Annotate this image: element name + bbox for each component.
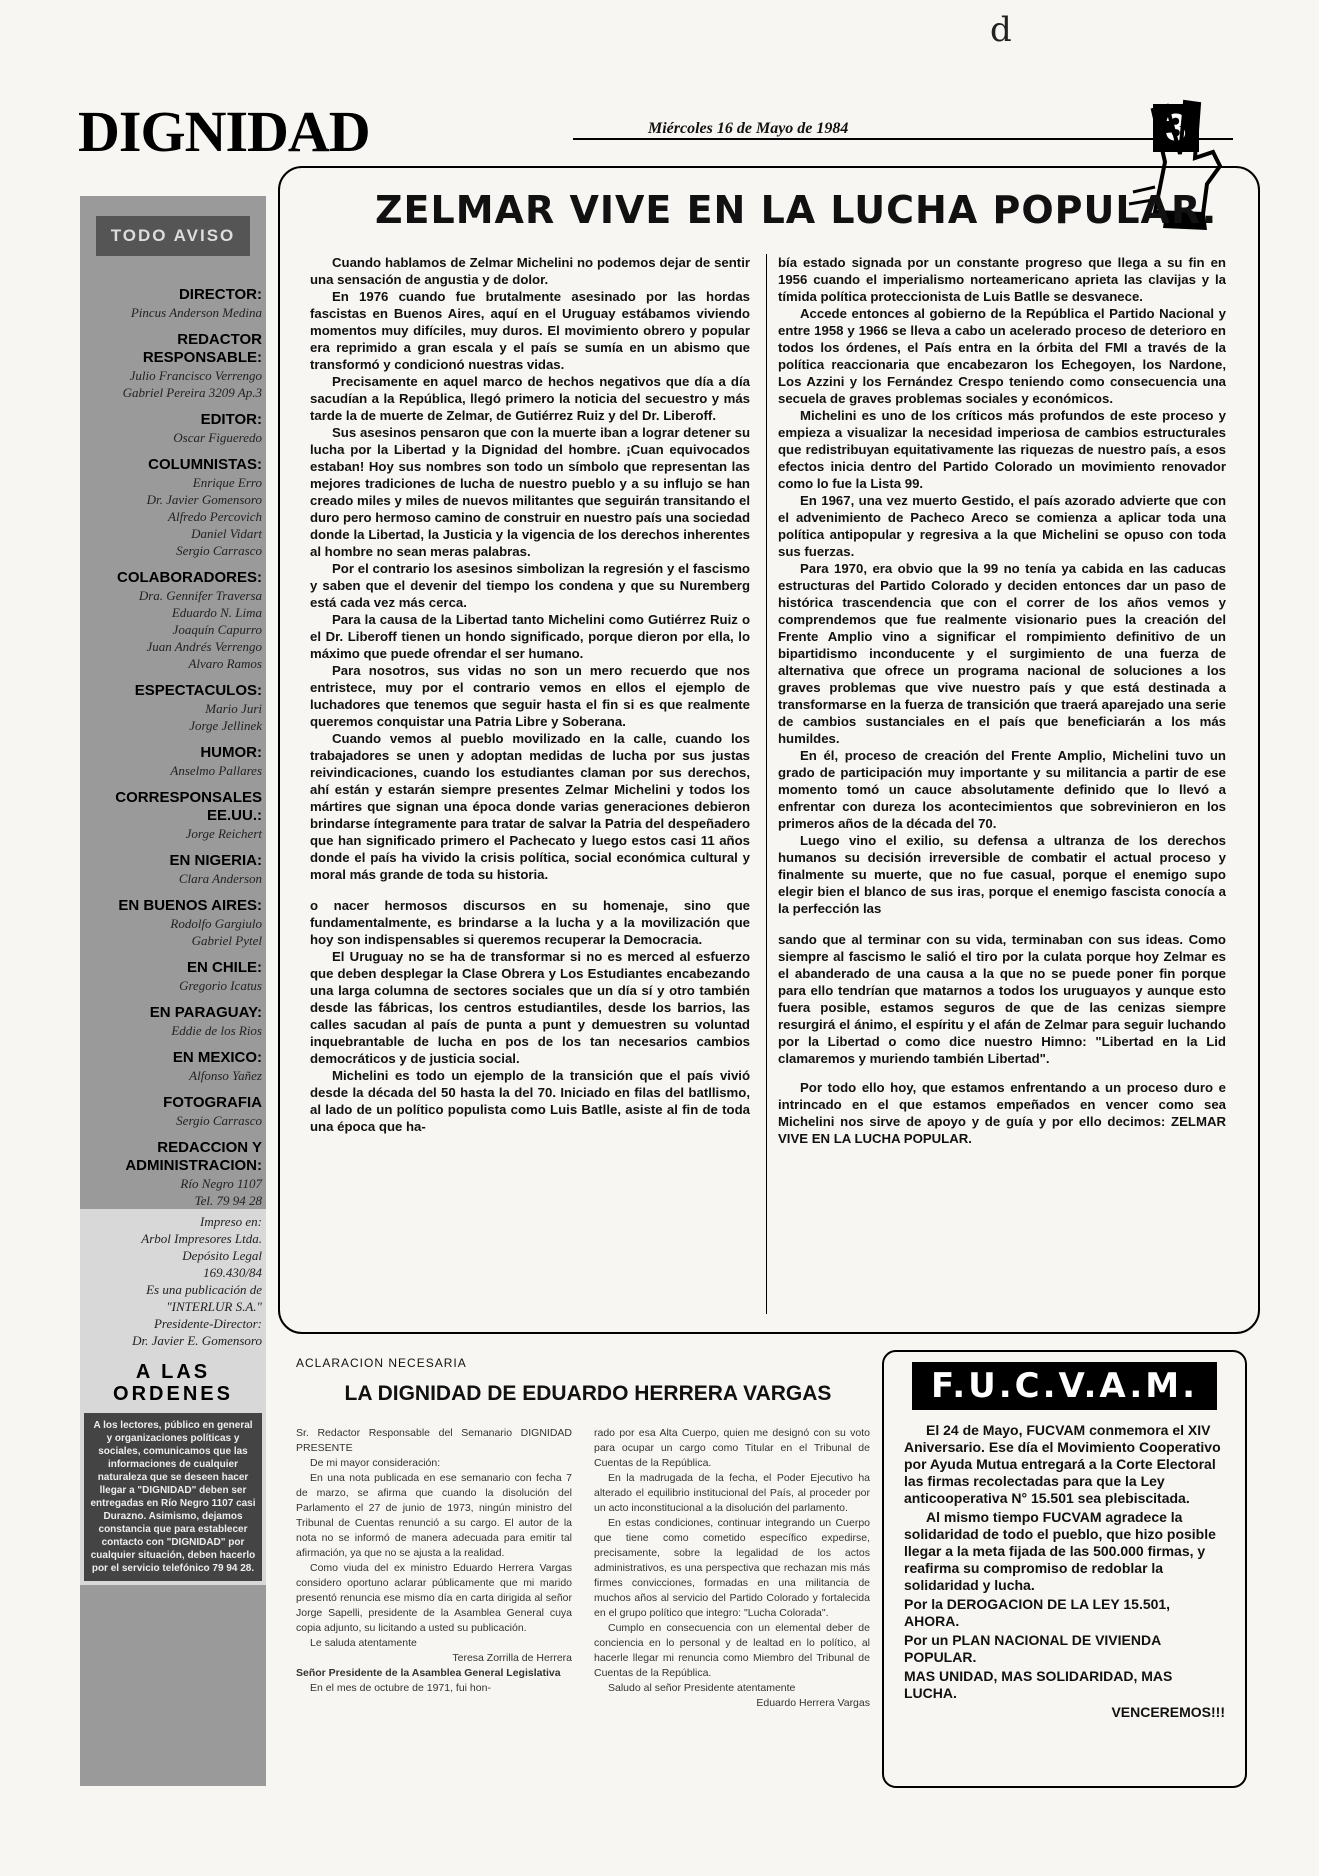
publisher-line: Es una publicación de "INTERLUR S.A." (146, 1282, 262, 1314)
paragraph: Accede entonces al gobierno de la República el Partido Nacional y entre 1958 y 1966 se lleva a cabo un acelerado proceso de deterioro en todos los órdenes, el País entra en la órbita del FMI a través de la política reaccionaria que encabezaron los Echegoyen, los Nardone, Los Azzini y los Fernández Crespo teniendo como consecuencia una secuela de graves problemas sociales y económicos. (778, 306, 1226, 406)
redaccion-label: REDACCION Y ADMINISTRACION: (125, 1139, 262, 1174)
paragraph: Sus asesinos pensaron que con la muerte iban a lograr detener su lucha por la Libertad y la Dignidad del hombre. ¡Cuan equivocados estaban! Hoy sus nombres son todo un símbolo que representan las mejores tradiciones de lucha de nuestro pueblo y a su influjo se han creado miles y miles de nuevos militantes que seguirán transitando el duro pero hermoso camino de construir en nuestro país una sociedad donde la Libertad, la Justicia y la vigencia de los derechos inherentes al hombre no sean meras palabras. (310, 425, 750, 559)
presidente-label: Presidente-Director: (153, 1316, 262, 1331)
paragraph: Saludo al señor Presidente atentamente (608, 1682, 796, 1694)
paragraph: Cumplo en consecuencia con un elemental deber de conciencia en lo personal y de lealtad en lo político, al hacerle llegar mi renuncia como Miembro del Tribunal de Cuentas de la República. (594, 1622, 870, 1679)
columnist-name: Alfredo Percovich (168, 509, 262, 524)
columnist-name: Dr. Javier Gomensoro (146, 492, 262, 507)
presidente-name: Dr. Javier E. Gomensoro (132, 1333, 262, 1348)
main-article (278, 166, 1260, 1334)
director-label: DIRECTOR: (178, 286, 262, 303)
nigeria-label: EN NIGERIA: (169, 852, 262, 869)
baires-name: Gabriel Pytel (191, 933, 262, 948)
newspaper-logo: DIGNIDAD (78, 99, 370, 164)
issue-date: Miércoles 16 de Mayo de 1984 (573, 120, 1233, 140)
slogan: MAS UNIDAD, MAS SOLIDARIDAD, MAS LUCHA. (904, 1668, 1173, 1701)
espectaculos-name: Mario Juri (205, 701, 262, 716)
paragraph: Como viuda del ex ministro Eduardo Herrera Vargas considero oportuno aclarar públicamente que mi marido presentó renuncia ese mismo día en carta dirigida al señor Jorge Sapelli, presidente de la Asamblea General cuya copia adjunto, su licitando a usted su publicación. (296, 1562, 572, 1634)
paragraph: Al mismo tiempo FUCVAM agradece la solidaridad de todo el pueblo, que hizo posible llegar a la meta fijada de las 500.000 firmas, y reafirma su compromiso de redoblar la solidaridad y lucha. (904, 1509, 1216, 1593)
editor-name: Oscar Figueredo (173, 430, 262, 445)
director-name: Pincus Anderson Medina (130, 305, 262, 320)
redactor-address: Gabriel Pereira 3209 Ap.3 (122, 385, 262, 400)
collaborator-name: Joaquín Capurro (172, 622, 262, 637)
page-number: 3 (1153, 104, 1199, 152)
foto-label: FOTOGRAFIA (163, 1094, 262, 1111)
paragraph: Sr. Redactor Responsable del Semanario DIGNIDAD PRESENTE (296, 1427, 572, 1454)
deposito-label: Depósito Legal (182, 1248, 262, 1263)
paragraph: Michelini es todo un ejemplo de la transición que el país vivió desde la década del 50 hasta la del 70. Iniciado en filas del batllismo, al lado de un político populista como Luis Batlle, asiste al fin de toda una época que ha- (310, 1068, 750, 1134)
handwritten-mark: d (990, 10, 1012, 50)
main-article-right-column (778, 254, 1226, 1147)
redactor-name: Julio Francisco Verrengo (129, 368, 262, 383)
main-headline: ZELMAR VIVE EN LA LUCHA POPULAR. (375, 188, 1218, 232)
paragraph: Cuando hablamos de Zelmar Michelini no podemos dejar de sentir una sensación de angustia y de dolor. (310, 255, 750, 287)
column-rule (766, 254, 767, 1314)
eeuu-name: Jorge Reichert (185, 826, 262, 841)
chile-name: Gregorio Icatus (179, 978, 262, 993)
secondary-article (296, 1356, 880, 1856)
imprint-block (80, 1209, 266, 1585)
paragraph: En él, proceso de creación del Frente Amplio, Michelini tuvo un grado de participación muy importante y su militancia a partir de ese momento tomó un cauce absolutamente definido que lo llevó a enfrentar con dureza los acontecimientos que sobrevinieron en los primeros años de la década del 70. (778, 748, 1226, 831)
sidebar-banner: TODO AVISO (96, 216, 250, 256)
paragraph: Le saluda atentamente (310, 1637, 417, 1649)
mexico-label: EN MEXICO: (172, 1049, 262, 1066)
signoff: VENCEREMOS!!! (1111, 1704, 1225, 1720)
paragraph: En el mes de octubre de 1971, fui hon- (310, 1682, 491, 1694)
article-kicker: ACLARACION NECESARIA (296, 1356, 467, 1370)
paragraph: Cuando vemos al pueblo movilizado en la calle, cuando los trabajadores se unen y adoptan medidas de lucha por sus justas reivindicaciones, cuando los estudiantes claman por sus derechos, ahí están y estarán siempre presentes Zelmar Michelini y todos los mártires que signan una época donde varias generaciones debieron brindarse íntegramente para tratar de salvar la Patria del despeñadero que han significado primero el Pachecato y luego estos casi 11 años donde el país ha vivido la crisis política, social económica cultural y moral más grande de toda su historia. (310, 731, 750, 882)
impreso-label: Impreso en: (200, 1214, 262, 1229)
chile-label: EN CHILE: (187, 959, 262, 976)
espectaculos-label: ESPECTACULOS: (134, 682, 262, 699)
collaborator-name: Alvaro Ramos (188, 656, 262, 671)
paragraph: En una nota publicada en ese semanario con fecha 7 de marzo, se afirma que cuando la disolución del Parlamento el 27 de junio de 1973, ningún ministro del Tribunal de Cuentas renunció a su cargo. El autor de la nota no se informó de manera adecuada para emitir tal afirmación, ya que no se ajusta a la realidad. (296, 1472, 572, 1559)
paragraph: En estas condiciones, continuar integrando un Cuerpo que tiene como cometido específico expedirse, precisamente, sobre la legalidad de los actos administrativos, es una perspectiva que rechazan mis más firmes convicciones, formadas en una militancia de muchos años al servicio del Partido Colorado y fortalecida en el grupo político que integro: "Lucha Colorada". (594, 1517, 870, 1619)
ordenes-text: A los lectores, público en general y organizaciones políticas y sociales, comunicamos que las informaciones de cualquier naturaleza que se deseen hacer llegar a "DIGNIDAD" deben ser entregadas en Río Negro 1107 casi Durazno. Asimismo, dejamos constancia que para establecer contacto con "DIGNIDAD" por cualquier situación, deben hacerlo por el servicio telefónico 79 94 28. (84, 1413, 262, 1581)
humor-name: Anselmo Pallares (170, 763, 262, 778)
secondary-right-column (594, 1426, 870, 1711)
paragraph: Señor Presidente de la Asamblea General Legislativa (296, 1667, 561, 1679)
columnist-name: Enrique Erro (192, 475, 262, 490)
paragraph: Precisamente en aquel marco de hechos negativos que día a día sacudían a la República, llegó primero la noticia del secuestro y más tarde la de muerte de Zelmar, de Gutiérrez Ruiz y del Dr. Liberoff. (310, 374, 750, 423)
espectaculos-name: Jorge Jellinek (189, 718, 262, 733)
columnistas-label: COLUMNISTAS: (148, 456, 262, 473)
paragraph: El 24 de Mayo, FUCVAM conmemora el XIV Aniversario. Ese día el Movimiento Cooperativo por Ayuda Mutua entregará a la Corte Electoral las firmas recolectadas para que la Ley anticooperativa N° 15.501 sea plebiscitada. (904, 1422, 1221, 1506)
paraguay-label: EN PARAGUAY: (149, 1004, 262, 1021)
editor-label: EDITOR: (200, 411, 262, 428)
paragraph: bía estado signada por un constante progreso que llega a su fin en 1956 cuando el imperialismo norteamericano aprieta las clavijas y la tímida política proteccionista de Luis Batlle se desvanece. (778, 255, 1226, 304)
secondary-left-column (296, 1426, 572, 1696)
columnist-name: Daniel Vidart (191, 526, 262, 541)
redaccion-phone: Tel. 79 94 28 (194, 1193, 262, 1208)
collaborator-name: Eduardo N. Lima (171, 605, 262, 620)
humor-label: HUMOR: (200, 744, 262, 761)
paragraph: En 1976 cuando fue brutalmente asesinado por las hordas fascistas en Buenos Aires, aquí en el Uruguay estábamos viviendo momentos muy difíciles, muy duros. El movimiento obrero y popular era reprimido a gran escala y el país se sumía en un abismo que transformó y condicionó nuestras vidas. (310, 289, 750, 372)
slogan: Por un PLAN NACIONAL DE VIVIENDA POPULAR. (904, 1632, 1161, 1665)
columnist-name: Sergio Carrasco (176, 543, 262, 558)
main-article-left-column (310, 254, 750, 1135)
staff-sidebar (80, 196, 266, 1786)
paragraph: Por el contrario los asesinos simbolizan la regresión y el fascismo y saben que el devenir del tiempo los condena y que su Nuremberg está cada vez más cerca. (310, 561, 750, 610)
ordenes-title: A LAS ORDENES (113, 1361, 233, 1405)
paragraph: sando que al terminar con su vida, terminaban con sus ideas. Como siempre al fascismo le salió el tiro por la culata porque hoy Zelmar es el abanderado de una causa a la que no se puede poner fin porque para ello tendrían que matarnos a todos los uruguayos y aunque esto fuera posible, estamos seguros de que de las cenizas siempre resurgirá el ánimo, el espíritu y el afán de Zelmar para seguir luchando por la Libertad o como dice nuestro Himno: "Libertad en la Lid clamaremos y muriendo también Libertad". (778, 932, 1226, 1066)
fucvam-body (904, 1422, 1225, 1721)
paragraph: El Uruguay no se ha de transformar si no es merced al esfuerzo que deben desplegar la Clase Obrera y Los Estudiantes encabezando una larga columna de sectores sociales que un día sí y otro también desde las fábricas, los centros estudiantiles, desde los barrios, las calles sacudan al país de punta a punt y demuestren su voluntad inquebrantable de lucha en pos de los tan necesarios cambios democráticos y de justicia social. (310, 949, 750, 1066)
fucvam-title: F.U.C.V.A.M. (912, 1362, 1217, 1410)
slogan: Por la DEROGACION DE LA LEY 15.501, AHORA. (904, 1596, 1171, 1629)
signature: Teresa Zorrilla de Herrera (452, 1652, 572, 1664)
colaboradores-label: COLABORADORES: (117, 569, 262, 586)
paraguay-name: Eddie de los Rios (171, 1023, 262, 1038)
collaborator-name: Dra. Gennifer Traversa (138, 588, 262, 603)
foto-name: Sergio Carrasco (176, 1113, 262, 1128)
paragraph: Para la causa de la Libertad tanto Michelini como Gutiérrez Ruiz o el Dr. Liberoff tienen un hondo significado, porque dieron por ella, lo máximo que puede ofrendar el ser humano. (310, 612, 750, 661)
redaccion-address: Río Negro 1107 (180, 1176, 262, 1191)
masthead (78, 98, 1268, 164)
paragraph: De mi mayor consideración: (310, 1457, 441, 1469)
redactor-label: REDACTOR RESPONSABLE: (142, 331, 262, 366)
secondary-headline: LA DIGNIDAD DE EDUARDO HERRERA VARGAS (344, 1382, 832, 1405)
impreso-name: Arbol Impresores Ltda. (141, 1231, 262, 1246)
paragraph: Para 1970, era obvio que la 99 no tenía ya cabida en las caducas estructuras del Partido Colorado y deciden entonces dar un paso de histórica trascendencia que con el correr de los años vemos y comprendemos que fue realmente visionario pues la creación del Frente Amplio vino a significar el rompimiento definitivo de un bipartidismo inconducente y el surgimiento de una fuerza de alternativa que ofrece un programa nacional de soluciones a los graves problemas que vive nuestro país y que está destinada a transformarse en la fuerza de transición que traerá aparejado una serie de cambios sustanciales en el país que beneficiarán a los más humildes. (778, 561, 1226, 746)
paragraph: En 1967, una vez muerto Gestido, el país azorado advierte que con el advenimiento de Pacheco Areco se comienza a aplicar toda una política antipopular y regresiva a la que Michelini se opuso con toda sus fuerzas. (778, 493, 1226, 559)
mexico-name: Alfonso Yañez (189, 1068, 262, 1083)
eeuu-label: CORRESPONSALES EE.UU.: (115, 789, 262, 824)
paragraph: o nacer hermosos discursos en su homenaje, sino que fundamentalmente, es brindarse a la lucha y a la movilización que hoy son indispensables si queremos recuperar la Democracia. (310, 898, 750, 947)
signature: Eduardo Herrera Vargas (756, 1697, 870, 1709)
paragraph: Para nosotros, sus vidas no son un mero recuerdo que nos entristece, muy por el contrario vemos en ellos el ejemplo de luchadores que tenemos que seguir hasta el fin si es que realmente queremos conquistar una Patria Libre y Soberana. (310, 663, 750, 729)
baires-label: EN BUENOS AIRES: (118, 897, 262, 914)
baires-name: Rodolfo Gargiulo (170, 916, 262, 931)
fucvam-notice (882, 1350, 1247, 1788)
nigeria-name: Clara Anderson (178, 871, 262, 886)
deposito-number: 169.430/84 (203, 1265, 262, 1280)
paragraph: Michelini es uno de los críticos más profundos de este proceso y empieza a visualizar la necesidad imperiosa de cambios estructurales que redistribuyan equitativamente las riquezas de nuestro país, a esos efectos inicia dentro del Partido Colorado un movimiento renovador como lo fue la Lista 99. (778, 408, 1226, 491)
paragraph: Luego vino el exilio, su defensa a ultranza de los derechos humanos su decisión irreversible de combatir el actual proceso y finalmente su muerte, que no fue casual, porque el enemigo supo elegir bien el blanco de sus iras, porque el enemigo fascista conocía a la perfección las (778, 833, 1226, 916)
paragraph: rado por esa Alta Cuerpo, quien me designó con su voto para ocupar un cargo como Titular en el Tribunal de Cuentas de la República. (594, 1427, 870, 1469)
paragraph: En la madrugada de la fecha, el Poder Ejecutivo ha alterado el equilibrio institucional del País, al proceder por un acto inconstitucional a la disolución del parlamento. (594, 1472, 870, 1514)
collaborator-name: Juan Andrés Verrengo (146, 639, 262, 654)
paragraph: Por todo ello hoy, que estamos enfrentando a un proceso duro e intrincado en el que estamos empeñados en vencer como sea Michelini nos sirve de apoyo y de guía y por ello decimos: ZELMAR VIVE EN LA LUCHA POPULAR. (778, 1080, 1226, 1146)
